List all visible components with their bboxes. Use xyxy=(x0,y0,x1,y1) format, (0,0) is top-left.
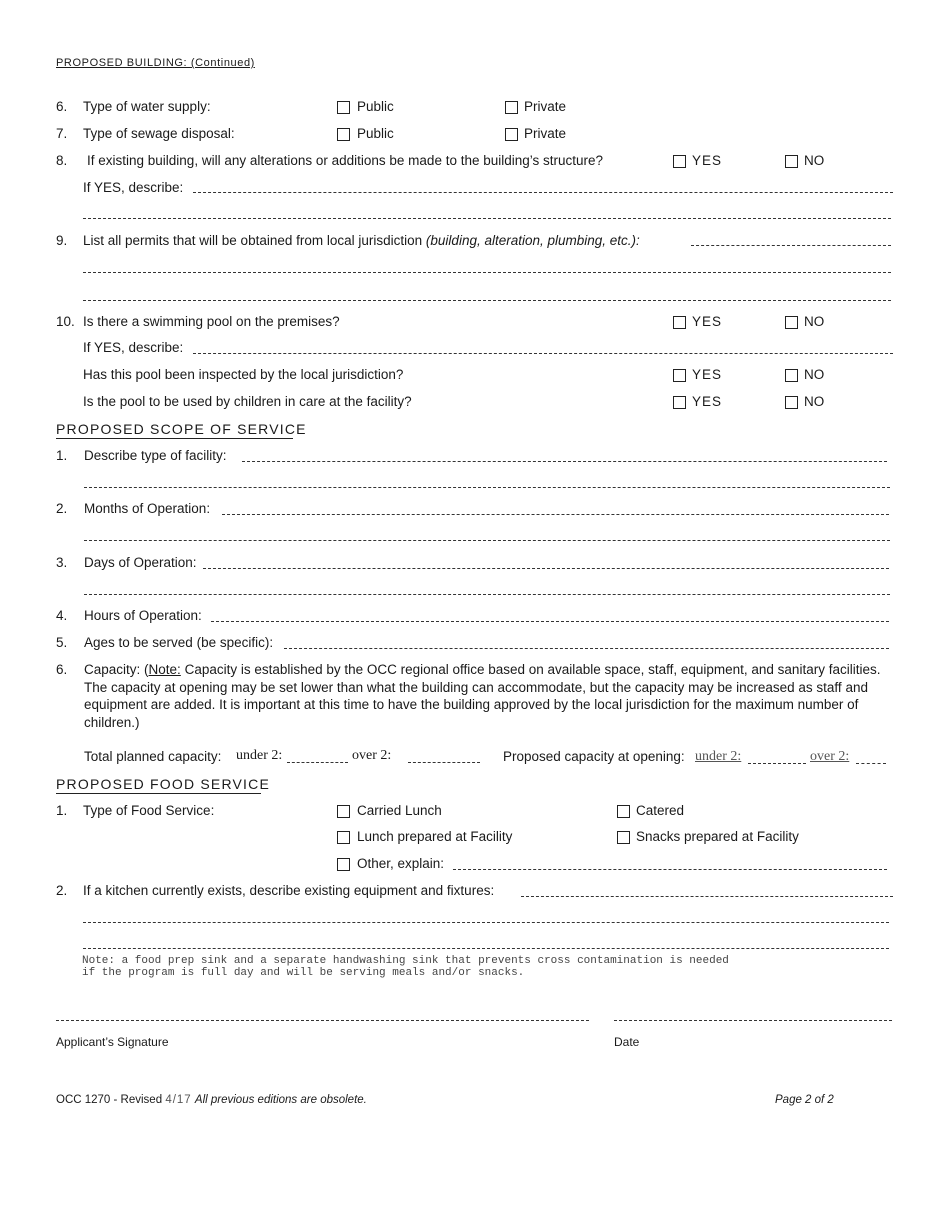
capacity-note-text: Capacity is established by the OCC regional office based on available space, staff, equipment, and sanitary facilities. The capacity at opening may be set lower than what the building can accommodate, but the capacity may be increased as staff and equipment are added. It is important at this time to have the building approved by the local jurisdiction for the maximum number of children.) xyxy=(84,662,881,730)
pool-children-no-label: NO xyxy=(804,394,825,409)
question-number: 4. xyxy=(56,608,68,623)
applicant-signature-label: Applicant’s Signature xyxy=(56,1035,169,1049)
facility-type-line-2[interactable] xyxy=(84,487,890,488)
water-private-checkbox[interactable] xyxy=(505,101,518,114)
carried-lunch-label: Carried Lunch xyxy=(357,803,442,818)
pool-children-label: Is the pool to be used by children in care at the facility? xyxy=(83,394,412,409)
other-food-label: Other, explain: xyxy=(357,856,445,871)
alterations-yes-label: YES xyxy=(692,153,723,168)
hours-line[interactable] xyxy=(211,621,889,622)
form-number: OCC 1270 - Revised xyxy=(56,1094,163,1106)
question-number: 6. xyxy=(56,662,68,677)
snacks-prepared-checkbox[interactable] xyxy=(617,831,630,844)
ages-label: Ages to be served (be specific): xyxy=(84,635,274,650)
sewage-private-checkbox[interactable] xyxy=(505,128,518,141)
alterations-no-checkbox[interactable] xyxy=(785,155,798,168)
pool-children-no-checkbox[interactable] xyxy=(785,396,798,409)
permits-label xyxy=(83,233,640,249)
water-private-label: Private xyxy=(524,99,567,114)
permits-line-2[interactable] xyxy=(83,272,891,273)
date-line[interactable] xyxy=(614,1020,892,1021)
scope-title-underline xyxy=(56,438,293,439)
form-footer xyxy=(56,1092,367,1108)
pool-describe-label: If YES, describe: xyxy=(83,340,184,355)
total-under2-line[interactable] xyxy=(287,762,348,763)
pool-inspected-no-checkbox[interactable] xyxy=(785,369,798,382)
permits-line[interactable] xyxy=(691,245,891,246)
catered-label: Catered xyxy=(636,803,685,818)
other-food-line[interactable] xyxy=(453,869,887,870)
alterations-label: If existing building, will any alterations or additions be made to the building’s structure? xyxy=(87,153,604,168)
pool-inspected-label: Has this pool been inspected by the local jurisdiction? xyxy=(83,367,404,382)
pool-children-yes-checkbox[interactable] xyxy=(673,396,686,409)
sewage-public-checkbox[interactable] xyxy=(337,128,350,141)
question-number: 5. xyxy=(56,635,68,650)
days-line[interactable] xyxy=(203,568,889,569)
date-label: Date xyxy=(614,1035,640,1049)
days-label: Days of Operation: xyxy=(84,555,197,570)
question-number: 10. xyxy=(56,314,75,329)
pool-no-label: NO xyxy=(804,314,825,329)
pool-yes-checkbox[interactable] xyxy=(673,316,686,329)
total-capacity-label: Total planned capacity: xyxy=(84,749,222,764)
other-food-checkbox[interactable] xyxy=(337,858,350,871)
water-supply-label: Type of water supply: xyxy=(83,99,211,114)
lunch-prepared-checkbox[interactable] xyxy=(337,831,350,844)
ages-line[interactable] xyxy=(284,648,889,649)
pool-yes-label: YES xyxy=(692,314,723,329)
pool-inspected-no-label: NO xyxy=(804,367,825,382)
sewage-disposal-label: Type of sewage disposal: xyxy=(83,126,235,141)
pool-describe-line[interactable] xyxy=(193,353,893,354)
months-line-2[interactable] xyxy=(84,540,890,541)
question-number: 3. xyxy=(56,555,68,570)
kitchen-line-2[interactable] xyxy=(83,922,889,923)
capacity-note-label: Note: xyxy=(148,662,181,677)
permits-line-3[interactable] xyxy=(83,300,891,301)
question-number: 2. xyxy=(56,501,68,516)
food-title-underline xyxy=(56,793,261,794)
sewage-public-label: Public xyxy=(357,126,394,141)
opening-capacity-label: Proposed capacity at opening: xyxy=(503,749,685,764)
revision-date: 4/17 xyxy=(165,1094,192,1106)
total-under2-label: under 2: xyxy=(236,748,283,763)
lunch-prepared-label: Lunch prepared at Facility xyxy=(357,829,513,844)
permits-label-text: List all permits that will be obtained from local jurisdiction xyxy=(83,233,423,248)
kitchen-line-3[interactable] xyxy=(83,948,889,949)
question-number: 7. xyxy=(56,126,68,141)
capacity-prefix: Capacity: ( xyxy=(84,662,149,677)
hours-label: Hours of Operation: xyxy=(84,608,202,623)
alterations-no-label: NO xyxy=(804,153,825,168)
catered-checkbox[interactable] xyxy=(617,805,630,818)
alterations-describe-line[interactable] xyxy=(193,192,893,193)
alterations-yes-checkbox[interactable] xyxy=(673,155,686,168)
pool-label: Is there a swimming pool on the premises? xyxy=(83,314,340,329)
question-number: 1. xyxy=(56,803,68,818)
alterations-describe-line-2[interactable] xyxy=(83,218,891,219)
opening-over2-line[interactable] xyxy=(856,763,886,764)
months-line[interactable] xyxy=(222,514,889,515)
opening-under2-label: under 2: xyxy=(695,749,742,764)
kitchen-line[interactable] xyxy=(521,896,893,897)
scope-section-title: PROPOSED SCOPE OF SERVICE xyxy=(56,421,307,437)
opening-under2-line[interactable] xyxy=(748,763,806,764)
question-number: 9. xyxy=(56,233,68,248)
kitchen-label: If a kitchen currently exists, describe existing equipment and fixtures: xyxy=(83,883,495,898)
food-section-title: PROPOSED FOOD SERVICE xyxy=(56,776,270,792)
total-over2-label: over 2: xyxy=(352,748,392,763)
page-header: PROPOSED BUILDING: (Continued) xyxy=(56,57,255,69)
carried-lunch-checkbox[interactable] xyxy=(337,805,350,818)
facility-type-line[interactable] xyxy=(242,461,887,462)
facility-type-label: Describe type of facility: xyxy=(84,448,227,463)
pool-inspected-yes-checkbox[interactable] xyxy=(673,369,686,382)
signature-line[interactable] xyxy=(56,1020,589,1021)
pool-inspected-yes-label: YES xyxy=(692,367,723,382)
alterations-describe-label: If YES, describe: xyxy=(83,180,184,195)
sewage-private-label: Private xyxy=(524,126,567,141)
water-public-checkbox[interactable] xyxy=(337,101,350,114)
pool-no-checkbox[interactable] xyxy=(785,316,798,329)
snacks-prepared-label: Snacks prepared at Facility xyxy=(636,829,799,844)
permits-label-italic: (building, alteration, plumbing, etc.): xyxy=(425,233,640,248)
page-number: Page 2 of 2 xyxy=(775,1094,834,1106)
days-line-2[interactable] xyxy=(84,594,890,595)
question-number: 1. xyxy=(56,448,68,463)
question-number: 8. xyxy=(56,153,68,168)
water-public-label: Public xyxy=(357,99,394,114)
total-over2-line[interactable] xyxy=(408,762,480,763)
pool-children-yes-label: YES xyxy=(692,394,723,409)
question-number: 6. xyxy=(56,99,68,114)
question-number: 2. xyxy=(56,883,68,898)
food-type-label: Type of Food Service: xyxy=(83,803,215,818)
capacity-paragraph xyxy=(84,661,894,731)
food-note-line-1: Note: a food prep sink and a separate handwashing sink that prevents cross contamination is needed xyxy=(82,955,729,967)
opening-over2-label: over 2: xyxy=(810,749,850,764)
obsolete-note: All previous editions are obsolete. xyxy=(194,1094,367,1106)
food-note-line-2: if the program is full day and will be serving meals and/or snacks. xyxy=(82,967,525,979)
months-label: Months of Operation: xyxy=(84,501,211,516)
